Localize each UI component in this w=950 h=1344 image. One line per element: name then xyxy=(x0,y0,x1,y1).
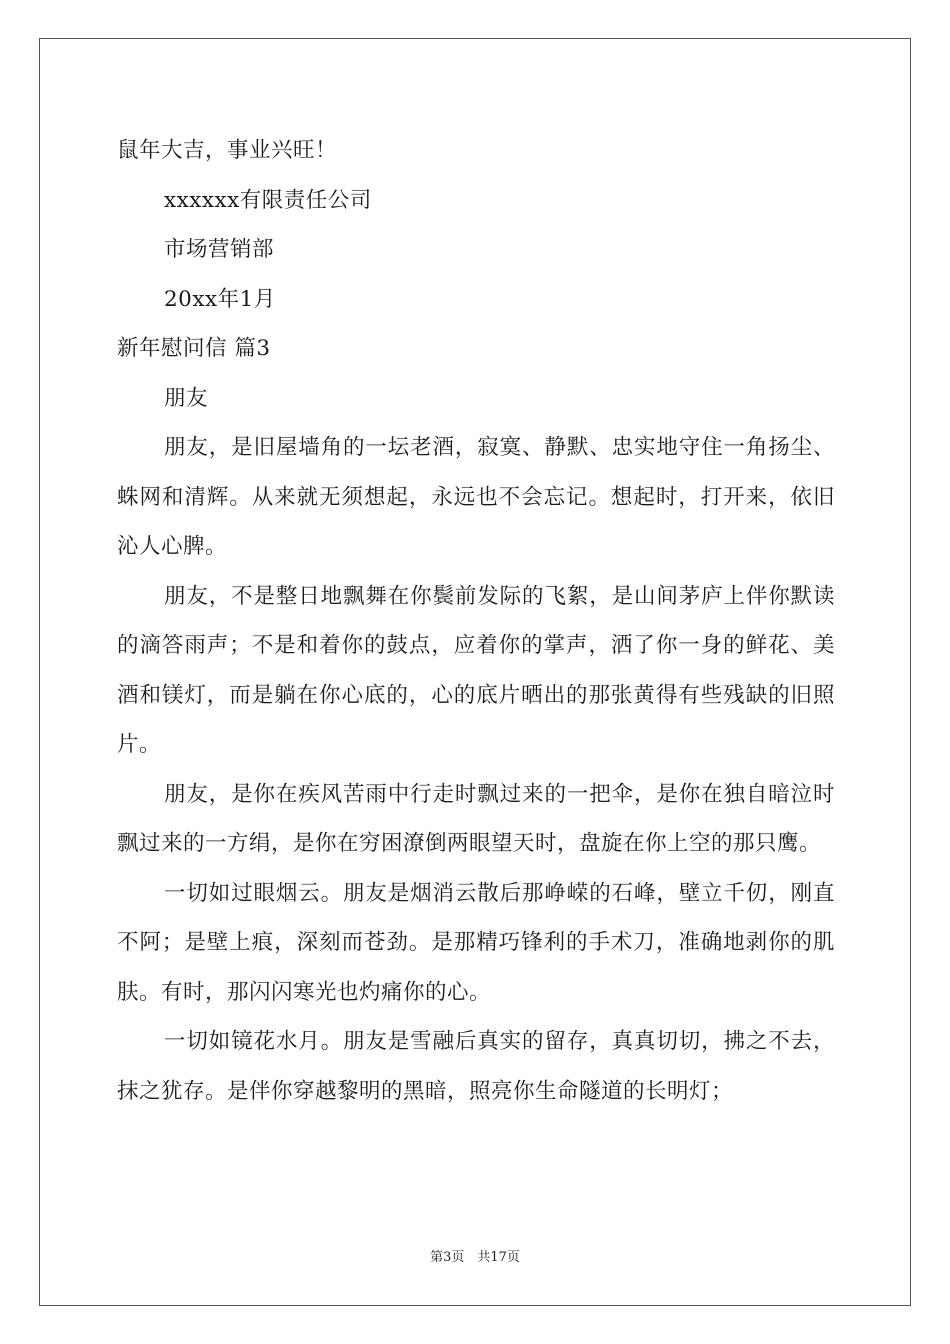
company-name: xxxxxx有限责任公司 xyxy=(164,187,372,213)
paragraph-3: 朋友，是你在疾风苦雨中行走时飘过来的一把伞，是你在独自暗泣时飘过来的一方绢，是你在穷困潦倒两眼望天时，盘旋在你上空的那只鹰。 xyxy=(117,781,835,856)
page-number-footer: 第3页 共17页 xyxy=(430,1250,520,1265)
paragraph-1: 朋友，是旧屋墙角的一坛老酒，寂寞、静默、忠实地守住一角扬尘、蛛网和清辉。从来就无须想起，永远也不会忘记。想起时，打开来，依旧沁人心脾。 xyxy=(117,435,835,559)
document-body xyxy=(117,126,835,1116)
department-name: 市场营销部 xyxy=(164,237,275,262)
paragraph-4: 一切如过眼烟云。朋友是烟消云散后那峥嵘的石峰，壁立千仞，刚直不阿；是壁上痕，深刻而苍劲。是那精巧锋利的手术刀，准确地剥你的肌肤。有时，那闪闪寒光也灼痛你的心。 xyxy=(117,880,835,1005)
paragraph-5: 一切如镜花水月。朋友是雪融后真实的留存，真真切切，拂之不去，抹之犹存。是伴你穿越黎明的黑暗，照亮你生命隧道的长明灯； xyxy=(117,1029,835,1104)
section-subtitle: 朋友 xyxy=(164,385,209,411)
letter-date: 20xx年1月 xyxy=(164,286,276,312)
paragraph-2: 朋友，不是整日地飘舞在你鬓前发际的飞絮，是山间茅庐上伴你默读的滴答雨声；不是和着你的鼓点，应着你的掌声，洒了你一身的鲜花、美酒和镁灯，而是躺在你心底的，心的底片晒出的那张黄得有些残缺的旧照片。 xyxy=(117,583,835,757)
section-heading: 新年慰问信 篇3 xyxy=(117,336,271,361)
closing-greeting: 鼠年大吉，事业兴旺！ xyxy=(117,138,338,163)
